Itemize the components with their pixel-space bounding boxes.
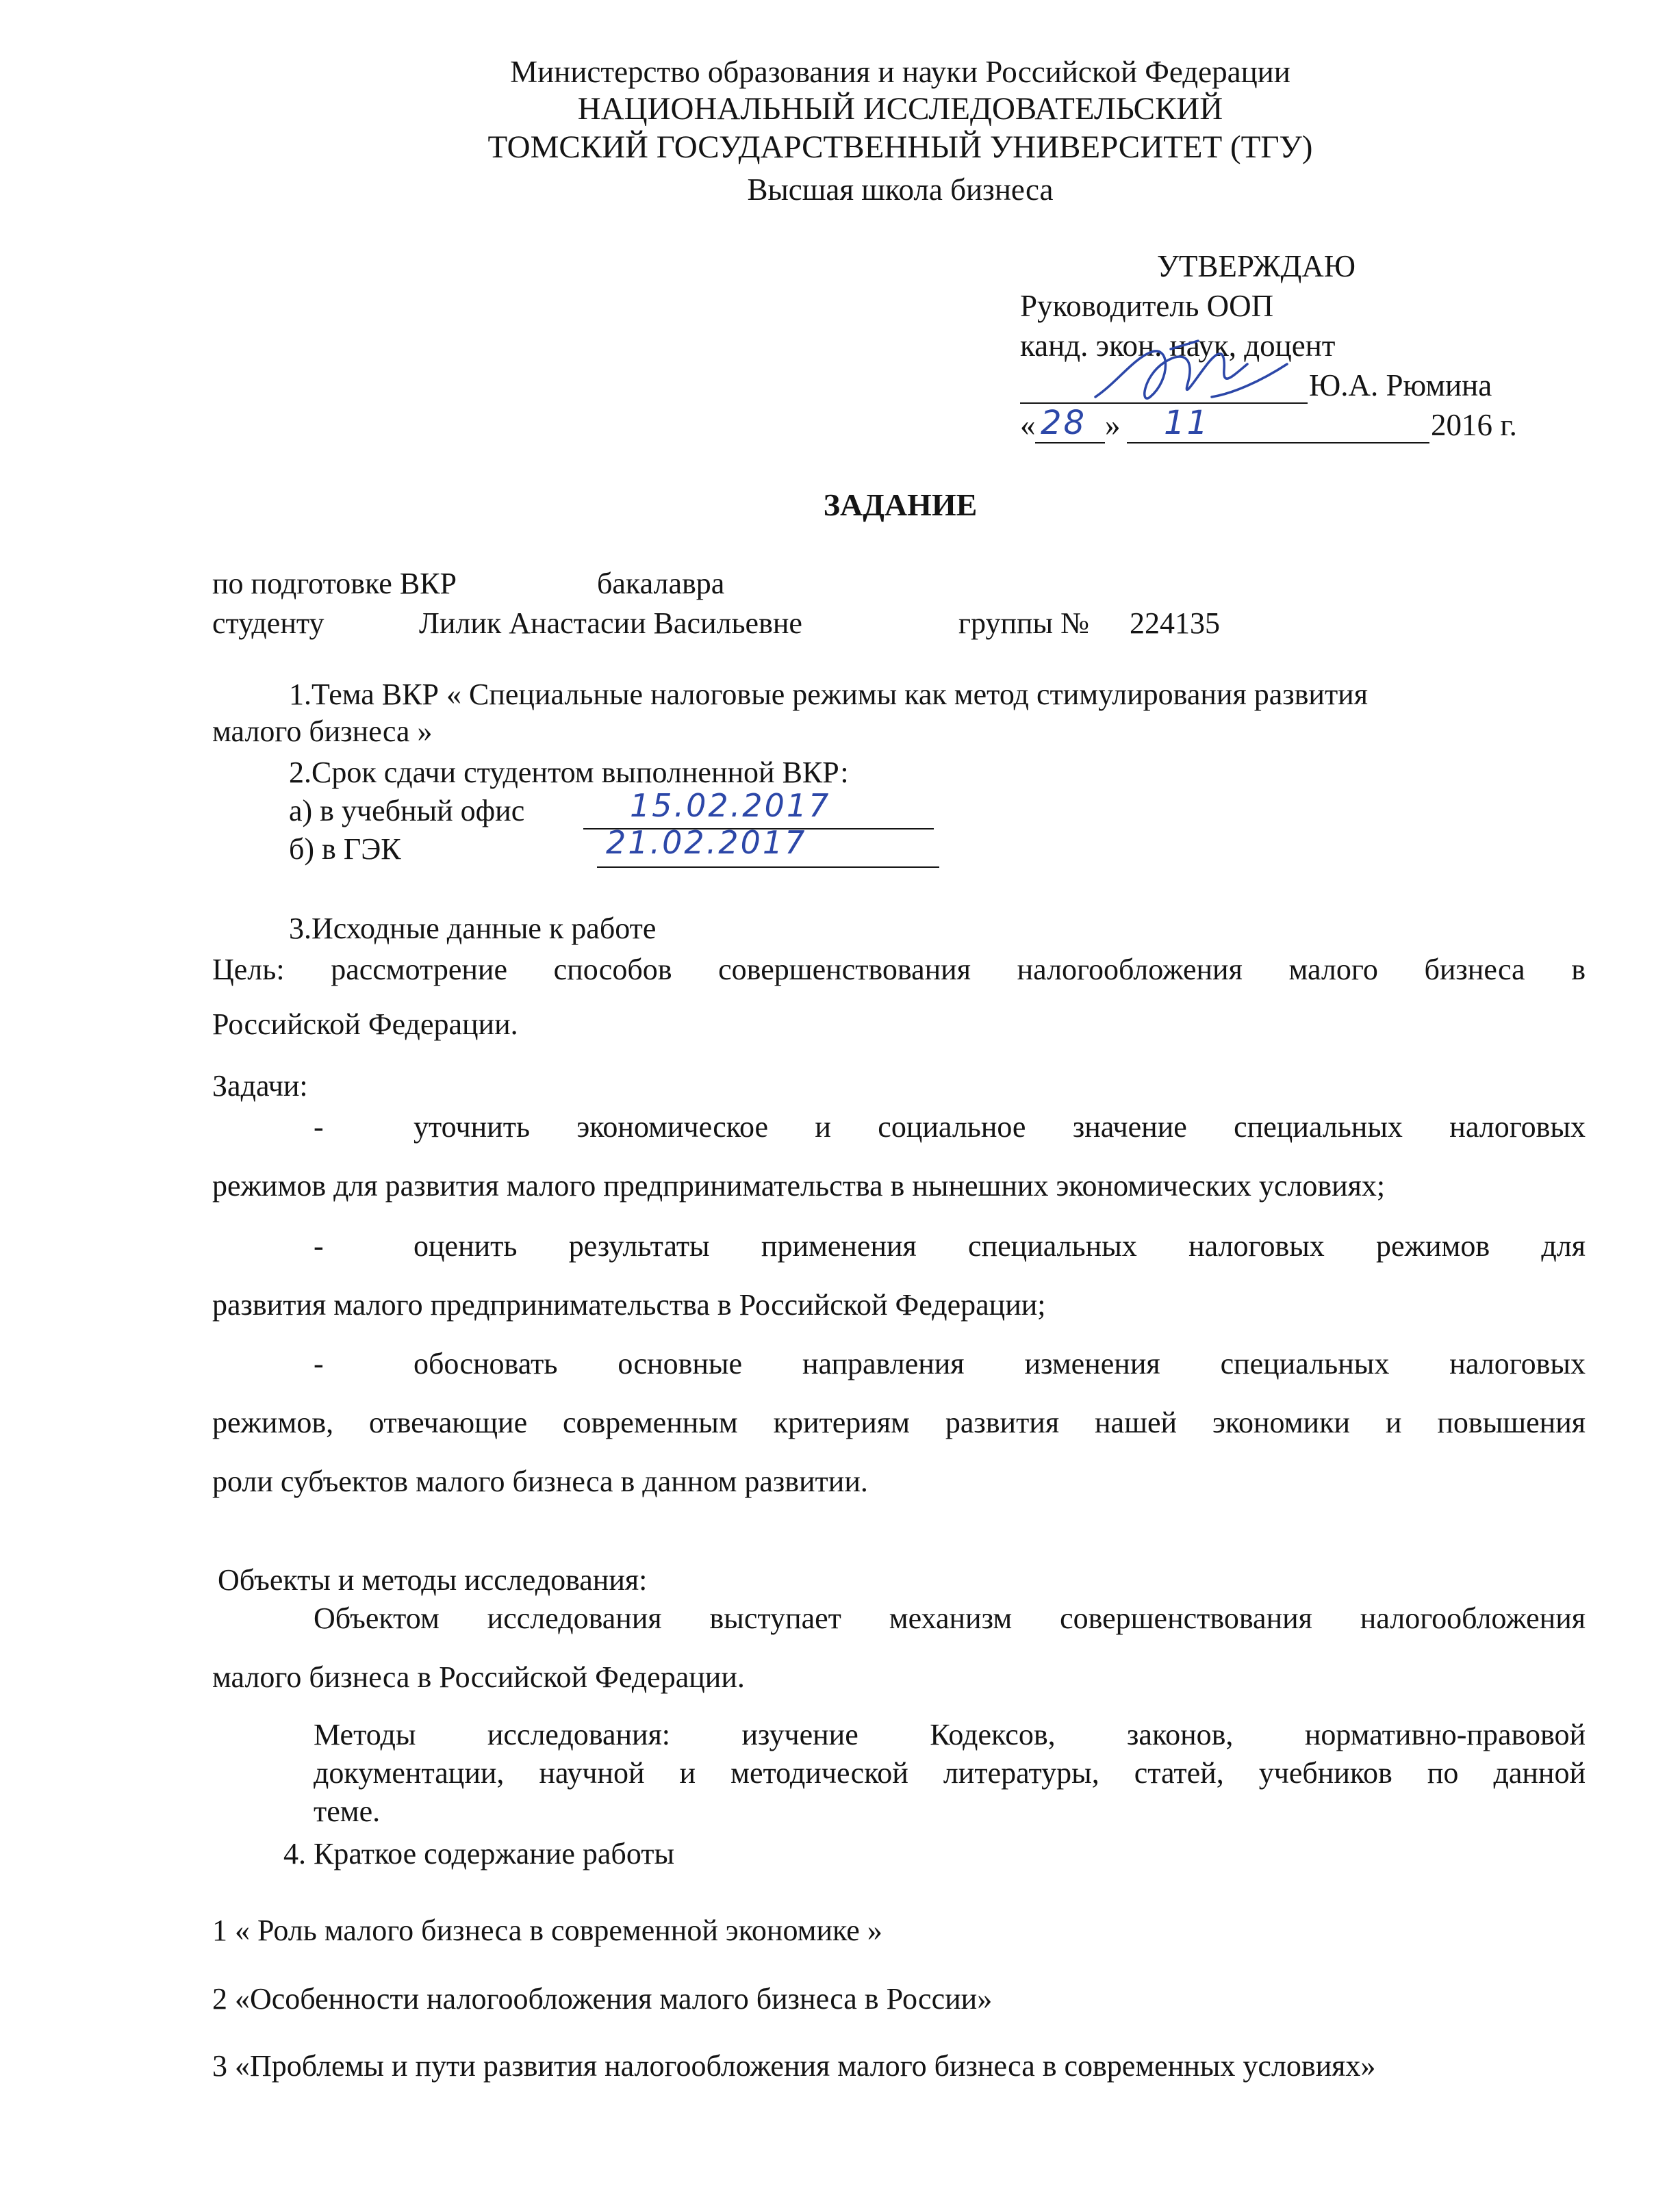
prep-label: по подготовке ВКР — [212, 567, 457, 600]
goal-line-2: Российской Федерации. — [212, 1007, 518, 1041]
office-date: 15.02.2017 — [630, 787, 831, 824]
task-2-dash: - — [314, 1229, 324, 1263]
gek-date-line — [597, 866, 939, 868]
day-line — [1035, 442, 1105, 443]
methods-line-3: теме. — [314, 1795, 381, 1828]
degree-level: бакалавра — [597, 567, 725, 600]
student-name: Лилик Анастасии Васильевне — [419, 606, 802, 640]
task-1-line-1: уточнить экономическое и социальное значение специальных налоговых — [414, 1110, 1586, 1144]
office-label: а) в учебный офис — [289, 794, 525, 827]
summary-item-2: 2 «Особенности налогообложения малого бизнеса в России» — [212, 1982, 993, 2016]
tasks-label: Задачи: — [212, 1069, 308, 1103]
document-title: ЗАДАНИЕ — [823, 487, 978, 522]
ministry-line: Министерство образования и науки Российской Федерации — [510, 55, 1290, 89]
task-1-line-2: режимов для развития малого предпринимательства в нынешних экономических условиях; — [212, 1169, 1386, 1203]
task-3-line-2: режимов, отвечающие современным критериям развития нашей экономики и повышения — [212, 1406, 1586, 1439]
summary-item-1: 1 « Роль малого бизнеса в современной экономике » — [212, 1914, 882, 1947]
task-3-dash: - — [314, 1347, 324, 1380]
gek-date: 21.02.2017 — [606, 824, 807, 861]
gek-label: б) в ГЭК — [289, 832, 401, 866]
task-3-line-3: роли субъектов малого бизнеса в данном развитии. — [212, 1465, 868, 1498]
goal-line-1: Цель: рассмотрение способов совершенствования налогообложения малого бизнеса в — [212, 953, 1586, 986]
approval-degree: канд. экон. наук, доцент — [1020, 329, 1336, 363]
methods-line-1: Методы исследования: изучение Кодексов, законов, нормативно-правовой — [314, 1718, 1586, 1751]
student-label: студенту — [212, 606, 325, 640]
objects-heading: Объекты и методы исследования: — [218, 1563, 648, 1597]
date-quote-close: » — [1105, 408, 1121, 442]
university-line-1: НАЦИОНАЛЬНЫЙ ИССЛЕДОВАТЕЛЬСКИЙ — [577, 91, 1223, 127]
object-line-1: Объектом исследования выступает механизм совершенствования налогообложения — [314, 1602, 1586, 1635]
approval-name: Ю.А. Рюмина — [1309, 368, 1492, 402]
task-2-line-2: развития малого предпринимательства в Российской Федерации; — [212, 1288, 1046, 1322]
approval-position: Руководитель ООП — [1020, 289, 1274, 323]
university-line-2: ТОМСКИЙ ГОСУДАРСТВЕННЫЙ УНИВЕРСИТЕТ (ТГУ) — [487, 129, 1313, 165]
task-3-line-1: обосновать основные направления изменения специальных налоговых — [414, 1347, 1586, 1380]
task-2-line-1: оценить результаты применения специальных налоговых режимов для — [414, 1229, 1586, 1263]
deadline-heading: 2.Срок сдачи студентом выполненной ВКР: — [289, 756, 849, 789]
object-line-2: малого бизнеса в Российской Федерации. — [212, 1660, 745, 1694]
approval-title: УТВЕРЖДАЮ — [1157, 249, 1356, 283]
approval-year: 2016 г. — [1431, 408, 1517, 442]
approval-day: 28 — [1041, 404, 1087, 442]
school-line: Высшая школа бизнеса — [747, 172, 1054, 207]
task-1-dash: - — [314, 1110, 324, 1144]
group-number: 224135 — [1130, 606, 1220, 640]
date-quote-open: « — [1020, 408, 1036, 442]
summary-item-3: 3 «Проблемы и пути развития налогообложения малого бизнеса в современных условиях» — [212, 2049, 1376, 2083]
approval-month: 11 — [1164, 404, 1210, 442]
topic-line-1: 1.Тема ВКР « Специальные налоговые режимы как метод стимулирования развития — [289, 678, 1368, 711]
source-heading: 3.Исходные данные к работе — [289, 912, 657, 945]
topic-line-2: малого бизнеса » — [212, 715, 433, 748]
month-line — [1127, 442, 1429, 443]
group-label: группы № — [958, 606, 1090, 640]
summary-heading: 4. Краткое содержание работы — [283, 1837, 675, 1870]
methods-line-2: документации, научной и методической литературы, статей, учебников по данной — [314, 1756, 1586, 1790]
